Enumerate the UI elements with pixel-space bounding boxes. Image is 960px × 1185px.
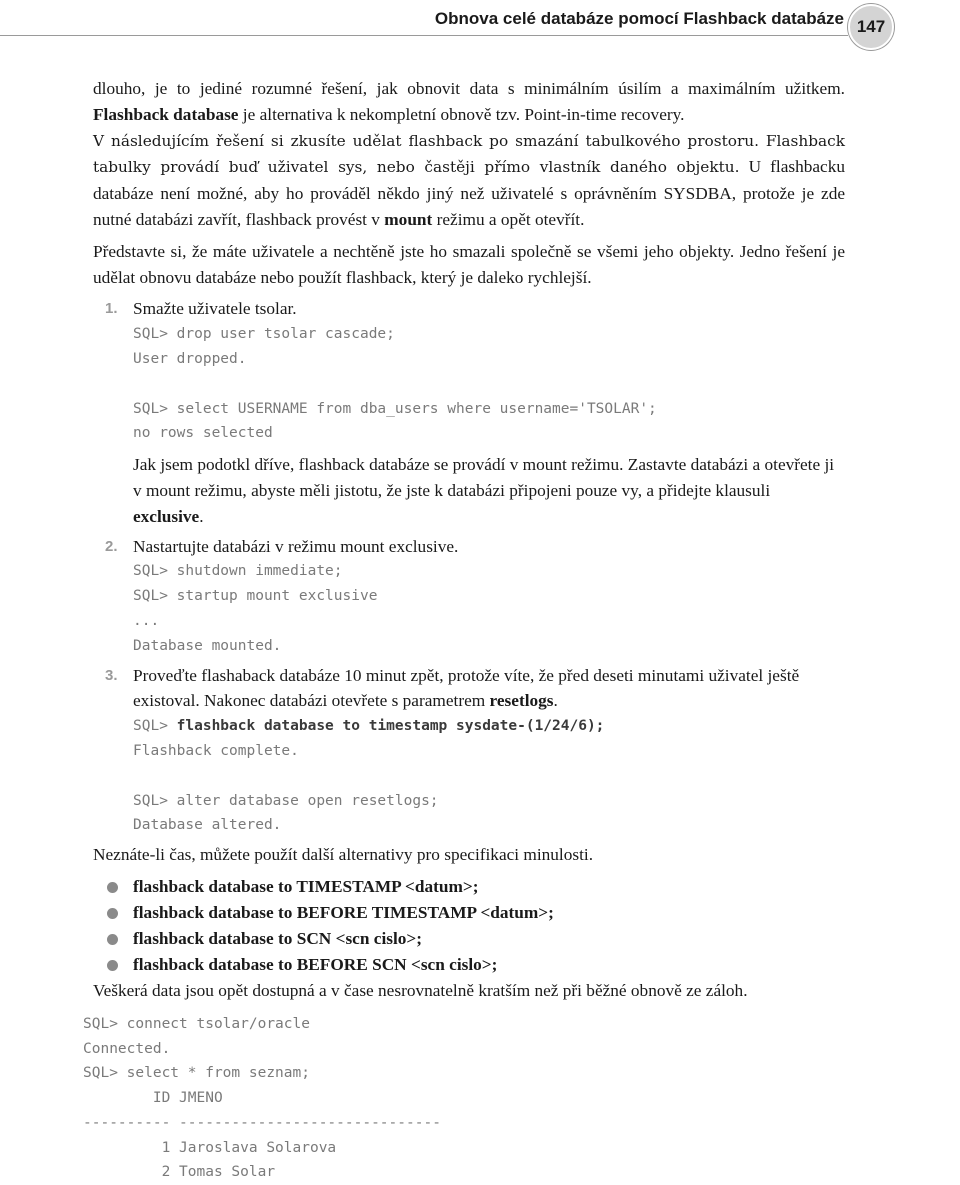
step-1: [93, 296, 845, 529]
code-line: Connected.: [83, 1040, 171, 1057]
bullet-icon: [107, 882, 118, 893]
bullet-icon: [107, 934, 118, 945]
intro-paragraph-2: V následujícím řešení si zkusíte udělat flashback po smazání tabulkového prostoru. Flashback tabulky provádí buď uživatel sys, nebo častěji přímo vlastník daného objektu. U flashbacku databáze není možné, aby ho prováděl někdo jiný než uživatelé s oprávněním SYSDBA, protože je zde nutné databázi zavřít, flashback provést v mount režimu a opět otevřít.: [93, 131, 846, 229]
page-header: [0, 0, 960, 60]
intro-paragraph-3: Představte si, že máte uživatele a nechtěně jste ho smazali společně se všemi jeho objekty. Jedno řešení je udělat obnovu databáze nebo použít flashback, který je daleko rychlejší.: [93, 241, 845, 287]
code-line: SQL> startup mount exclusive: [133, 588, 378, 605]
bullet-icon: [107, 908, 118, 919]
code-line: 1 Jaroslava Solarova: [83, 1139, 337, 1156]
code-line: 2 Tomas Solar: [83, 1164, 276, 1181]
code-line: SQL> select USERNAME from dba_users where username='TSOLAR';: [133, 400, 657, 417]
chapter-title: Obnova celé databáze pomocí Flashback databáze: [434, 9, 844, 28]
code-line: SQL> flashback database to timestamp sysdate-(1/24/6);: [133, 718, 605, 735]
step-note: Jak jsem podotkl dříve, flashback databáze se provádí v mount režimu. Zastavte databázi a otevřete ji v mount režimu, abyste měli jistotu, že jste k databázi připojeni pouze vy, a přidejte klausuli exclusive.: [133, 455, 835, 526]
step-title: Smažte uživatele tsolar.: [133, 299, 297, 319]
code-line: Database mounted.: [133, 637, 282, 654]
step-3: [93, 663, 845, 839]
list-item: flashback database to TIMESTAMP <datum>;: [93, 874, 845, 900]
code-line: SQL> alter database open resetlogs;: [133, 792, 439, 809]
closing-paragraph: Veškerá data jsou opět dostupná a v čase nesrovnatelně kratším než při běžné obnově ze záloh.: [93, 980, 748, 1000]
page-number-badge: 147: [848, 4, 894, 50]
code-line: ---------- ------------------------------: [83, 1114, 441, 1131]
code-line: no rows selected: [133, 425, 273, 442]
header-rule: [0, 35, 848, 36]
step-title: Nastartujte databázi v režimu mount exclusive.: [133, 536, 459, 556]
alternatives-list: [93, 874, 845, 978]
step-title: Proveďte flashaback databáze 10 minut zpět, protože víte, že před deseti minutami uživatel ještě existoval. Nakonec databázi otevřete s parametrem resetlogs.: [133, 665, 800, 711]
code-line: ID JMENO: [83, 1090, 223, 1107]
alternatives-intro: Neznáte-li čas, můžete použít další alternativy pro specifikaci minulosti.: [93, 845, 594, 865]
list-item: flashback database to BEFORE SCN <scn cislo>;: [93, 952, 845, 978]
code-line: SQL> connect tsolar/oracle: [83, 1015, 310, 1032]
code-line: SQL> shutdown immediate;: [133, 563, 343, 580]
steps-list: [93, 296, 845, 838]
page-content: [83, 76, 846, 1185]
final-code-block: [83, 1012, 845, 1185]
bullet-icon: [107, 960, 118, 971]
code-line: SQL> drop user tsolar cascade;: [133, 326, 395, 343]
code-line: Database altered.: [133, 817, 282, 834]
step-number: 3.: [105, 666, 118, 684]
code-line: User dropped.: [133, 350, 247, 367]
code-line: Flashback complete.: [133, 742, 299, 759]
list-item: flashback database to SCN <scn cislo>;: [93, 926, 845, 952]
code-line: SQL> select * from seznam;: [83, 1065, 310, 1082]
intro-paragraph-1: dlouho, je to jediné rozumné řešení, jak obnovit data s minimálním úsilím a maximálním užitkem. Flashback database je alternativa k nekompletní obnově tzv. Point-in-time recovery.: [93, 79, 845, 124]
list-item: flashback database to BEFORE TIMESTAMP <datum>;: [93, 900, 845, 926]
step-number: 2.: [105, 537, 118, 555]
step-number: 1.: [105, 300, 118, 318]
code-line: ...: [133, 612, 160, 629]
step-2: [93, 534, 845, 659]
